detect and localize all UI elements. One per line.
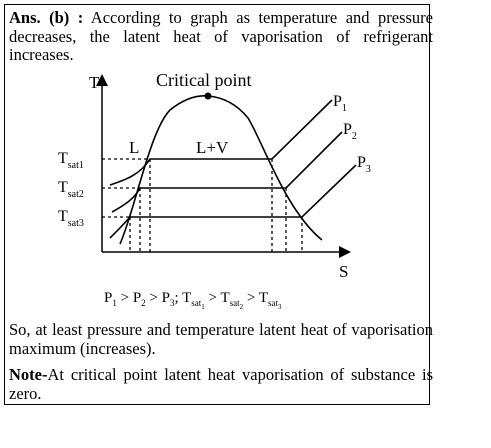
isobar-label-p3: $P_3$ <box>357 154 371 175</box>
note-text: At critical point latent heat vaporisation of substance is zero. <box>9 365 433 403</box>
tsat3-label: $T_{sat3}$ <box>58 208 84 229</box>
s-axis-label: S <box>339 262 349 281</box>
tsat2-label: $T_{sat2}$ <box>58 179 84 200</box>
diagram-caption: $P_1 > P_2 > P_3$; $T_{sat1} > T_{sat2} > T_{sat3}$ <box>104 290 282 311</box>
liquid-label: L <box>129 138 140 157</box>
isobar-label-p1: $P_1$ <box>333 93 347 114</box>
mixture-label: L+V <box>196 138 229 157</box>
critical-point-label: Critical point <box>156 70 252 90</box>
note-label: Note- <box>9 365 48 384</box>
critical-point-dot <box>205 93 212 100</box>
t-axis-label: T <box>89 73 100 92</box>
conclusion-paragraph: So, at least pressure and temperature latent heat of vaporisation maximum (increases). <box>9 320 433 358</box>
isobar-p3 <box>110 165 356 238</box>
tsat1-label: $T_{sat1}$ <box>58 150 84 171</box>
answer-text: According to graph as temperature and pressure decreases, the latent heat of vaporisation of refrigerant increases. <box>9 8 433 64</box>
isobar-label-p2: $P_2$ <box>343 121 357 142</box>
dashed-guides <box>102 159 302 252</box>
answer-label: Ans. (b) : <box>9 8 84 27</box>
